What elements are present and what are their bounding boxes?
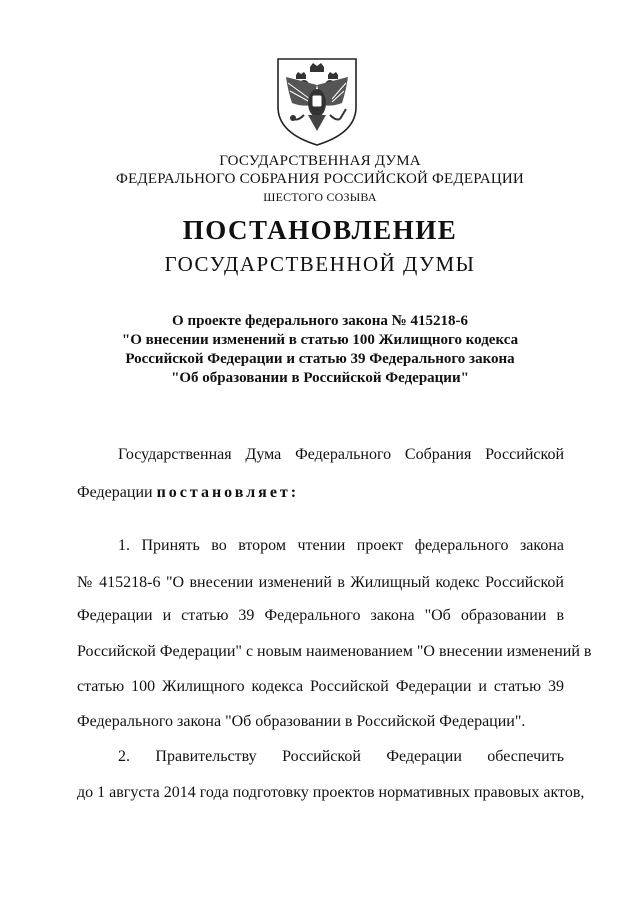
subject-line-1: О проекте федерального закона № 415218-6 (172, 313, 468, 329)
preamble-prefix: Федерации (77, 484, 157, 501)
resolves-verb: постановляет: (156, 484, 300, 501)
subject-line-2: "О внесении изменений в статью 100 Жилищного кодекса (121, 332, 519, 348)
document-title: ПОСТАНОВЛЕНИЕ (182, 215, 458, 245)
item1-line-5: статью 100 Жилищного кодекса Российской Федерации и статью 39 (77, 678, 564, 695)
item1-line-3: Федерации и статью 39 Федерального закона "Об образовании в (77, 607, 564, 624)
issuer-line-1: ГОСУДАРСТВЕННАЯ ДУМА (219, 153, 421, 169)
preamble-line-2 (77, 483, 564, 503)
subject-line-4: "Об образовании в Российской Федерации" (171, 370, 469, 386)
issuer-line-2: ФЕДЕРАЛЬНОГО СОБРАНИЯ РОССИЙСКОЙ ФЕДЕРАЦИИ (116, 171, 524, 187)
preamble-line-1: Государственная Дума Федерального Собрания Российской (118, 446, 564, 463)
double-headed-eagle-icon (272, 55, 362, 147)
convocation-line: ШЕСТОГО СОЗЫВА (263, 190, 377, 204)
item1-line-1: 1. Принять во втором чтении проект федерального закона (118, 537, 564, 554)
item1-line-4: Российской Федерации" с новым наименованием "О внесении изменений в (77, 643, 592, 660)
document-subtitle: ГОСУДАРСТВЕННОЙ ДУМЫ (164, 252, 476, 276)
item1-line-2: № 415218-6 "О внесении изменений в Жилищный кодекс Российской (77, 574, 564, 591)
item2-line-1: 2. Правительству Российской Федерации обеспечить (118, 748, 564, 765)
item1-line-6: Федерального закона "Об образовании в Российской Федерации". (77, 713, 526, 730)
state-emblem (272, 55, 362, 147)
subject-line-3: Российской Федерации и статью 39 Федерального закона (125, 351, 515, 367)
item2-line-2: до 1 августа 2014 года подготовку проектов нормативных правовых актов, (77, 784, 585, 801)
